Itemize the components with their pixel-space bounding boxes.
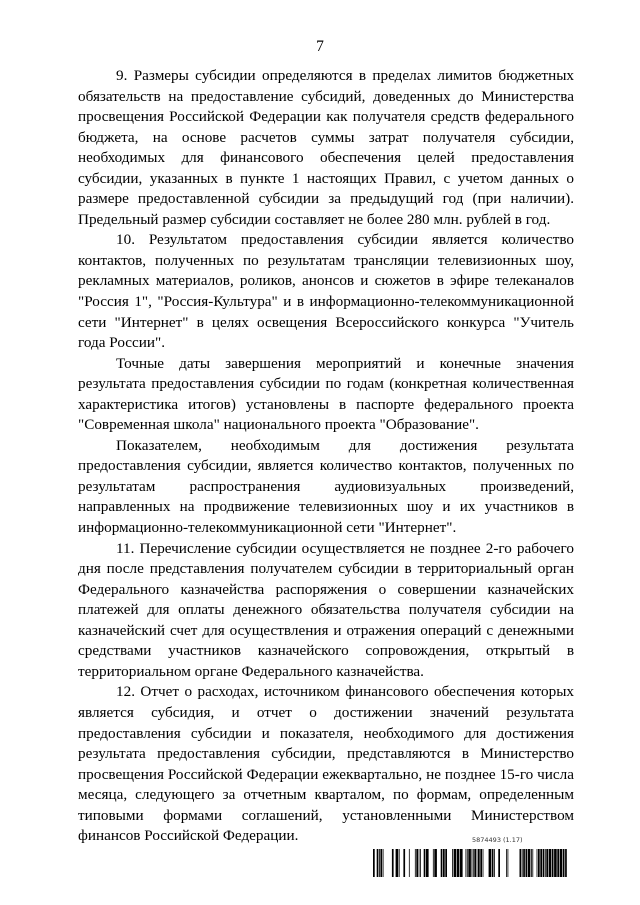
paragraph-12-reports: 12. Отчет о расходах, источником финансового обеспечения которых является субсидия, и отчет о достижении значений результата предоставления субсидии и показателя, необходимого для достижения результата предоставления субсидии, представляются в Министерство просвещения Российской Федерации ежеквартально, не позднее 15-го числа месяца, следующего за отчетным кварталом, по формам, определенным типовыми формами соглашений, установленными Министерством финансов Российской Федерации. (78, 683, 574, 845)
paragraph-10-subsidy-result: 10. Результатом предоставления субсидии является количество контактов, полученных по результатам трансляции телевизионных шоу, рекламных материалов, роликов, анонсов и сюжетов в эфире телеканалов "Россия 1", "Россия-Культура" и в информационно-телекоммуникационной сети "Интернет" в целях освещения Всероссийского конкурса "Учитель года России". (78, 231, 574, 352)
paragraph-9-subsidy-size: 9. Размеры субсидии определяются в пределах лимитов бюджетных обязательств на предоставление субсидий, доведенных до Министерства просвещения Российской Федерации как получателя средств федерального бюджета, на основе расчетов суммы затрат получателя субсидии, необходимых для финансового обеспечения целей предоставления субсидии, указанных в пункте 1 настоящих Правил, с учетом данных о размере предоставленной субсидии за предыдущий год (при наличии). Предельный размер субсидии составляет не более 280 млн. рублей в год. (78, 67, 574, 228)
paragraph-indicator: Показателем, необходимым для достижения результата предоставления субсидии, является количество контактов, полученных по результатам распространения аудиовизуальных произведений, направленных на продвижение телевизионных шоу и их участников в информационно-телекоммуникационной сети "Интернет". (78, 436, 574, 537)
document-code-stamp: 5874493 (1.17) (472, 836, 523, 844)
document-body (78, 66, 574, 847)
barcode-icon (373, 849, 569, 877)
page-number: 7 (316, 38, 324, 55)
paragraph-result-dates: Точные даты завершения мероприятий и конечные значения результата предоставления субсидии по годам (конкретная количественная характеристика итогов) установлены в паспорте федерального проекта "Современная школа" национального проекта "Образование". (78, 354, 574, 434)
paragraph-11-transfer: 11. Перечисление субсидии осуществляется не позднее 2-го рабочего дня после представления получателем субсидии в территориальный орган Федерального казначейства распоряжения о совершении казначейских платежей для оплаты денежного обязательства получателя субсидии на казначейский счет для осуществления и отражения операций с денежными средствами участников казначейского сопровождения, открытый в территориальном органе Федерального казначейства. (78, 539, 574, 680)
